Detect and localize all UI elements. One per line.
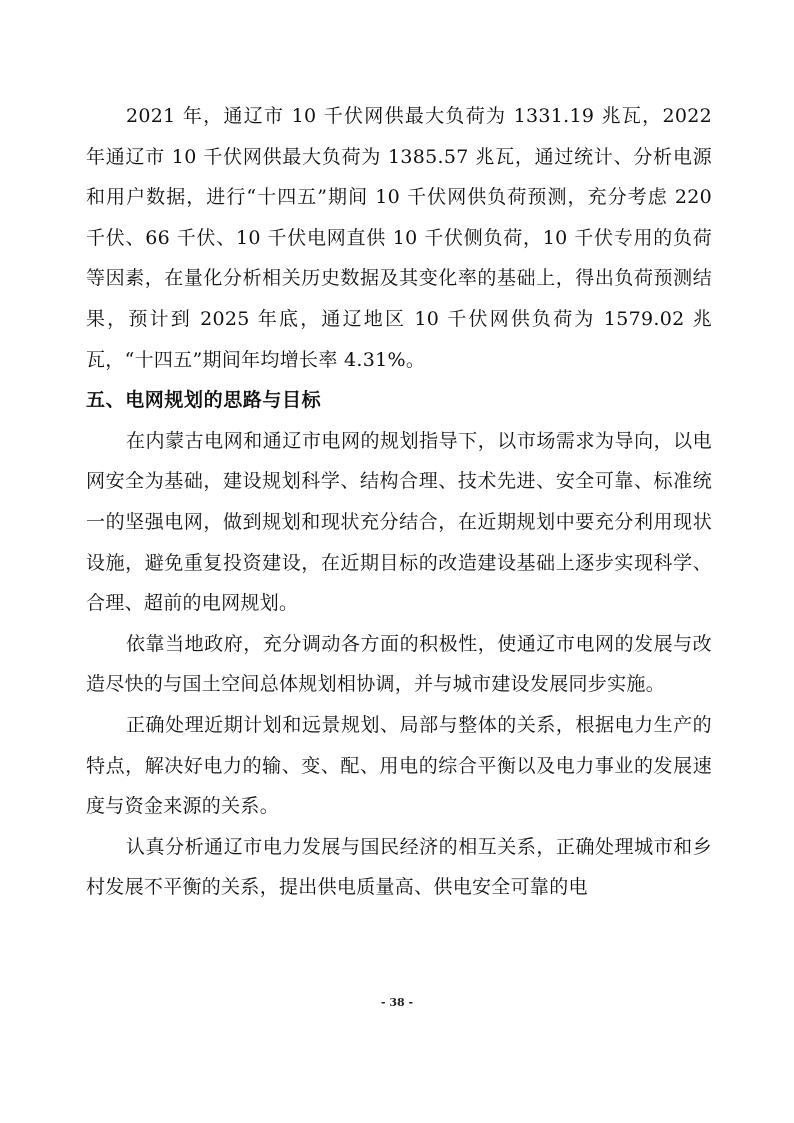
- section-heading: 五、电网规划的思路与目标: [86, 389, 322, 412]
- paragraph-planning-guidance: 在内蒙古电网和通辽市电网的规划指导下，以市场需求为导向，以电网安全为基础，建设规划科学、结构合理、技术先进、安全可靠、标准统一的坚强电网，做到规划和现状充分结合，在近期规划中要充分利用现状设施，避免重复投资建设，在近期目标的改造建设基础上逐步实现科学、合理、超前的电网规划。: [86, 429, 712, 615]
- paragraph-urban-rural-analysis: 认真分析通辽市电力发展与国民经济的相互关系，正确处理城市和乡村发展不平衡的关系，提出供电质量高、供电安全可靠的电: [86, 835, 712, 899]
- paragraph-load-forecast: 2021 年，通辽市 10 千伏网供最大负荷为 1331.19 兆瓦，2022 年通辽市 10 千伏网供最大负荷为 1385.57 兆瓦，通过统计、分析电源和用户数据，进行“十四五”期间 10 千伏网供负荷预测，充分考虑 220 千伏、66 千伏、10 千伏电网直供 10 千伏侧负荷，10 千伏专用的负荷等因素，在量化分析相关历史数据及其变化率的基础上，得出负荷预测结果，预计到 2025 年底，通辽地区 10 千伏网供负荷为 1579.02 兆瓦，“十四五”期间年均增长率 4.31%。: [86, 105, 712, 371]
- page-content: [86, 96, 712, 908]
- paragraph-near-long-term-balance: 正确处理近期计划和远景规划、局部与整体的关系，根据电力生产的特点，解决好电力的输、变、配、用电的综合平衡以及电力事业的发展速度与资金来源的关系。: [86, 713, 712, 818]
- page-number: - 38 -: [380, 996, 414, 1009]
- paragraph-government-coordination: 依靠当地政府，充分调动各方面的积极性，使通辽市电网的发展与改造尽快的与国土空间总体规划相协调，并与城市建设发展同步实施。: [86, 632, 712, 696]
